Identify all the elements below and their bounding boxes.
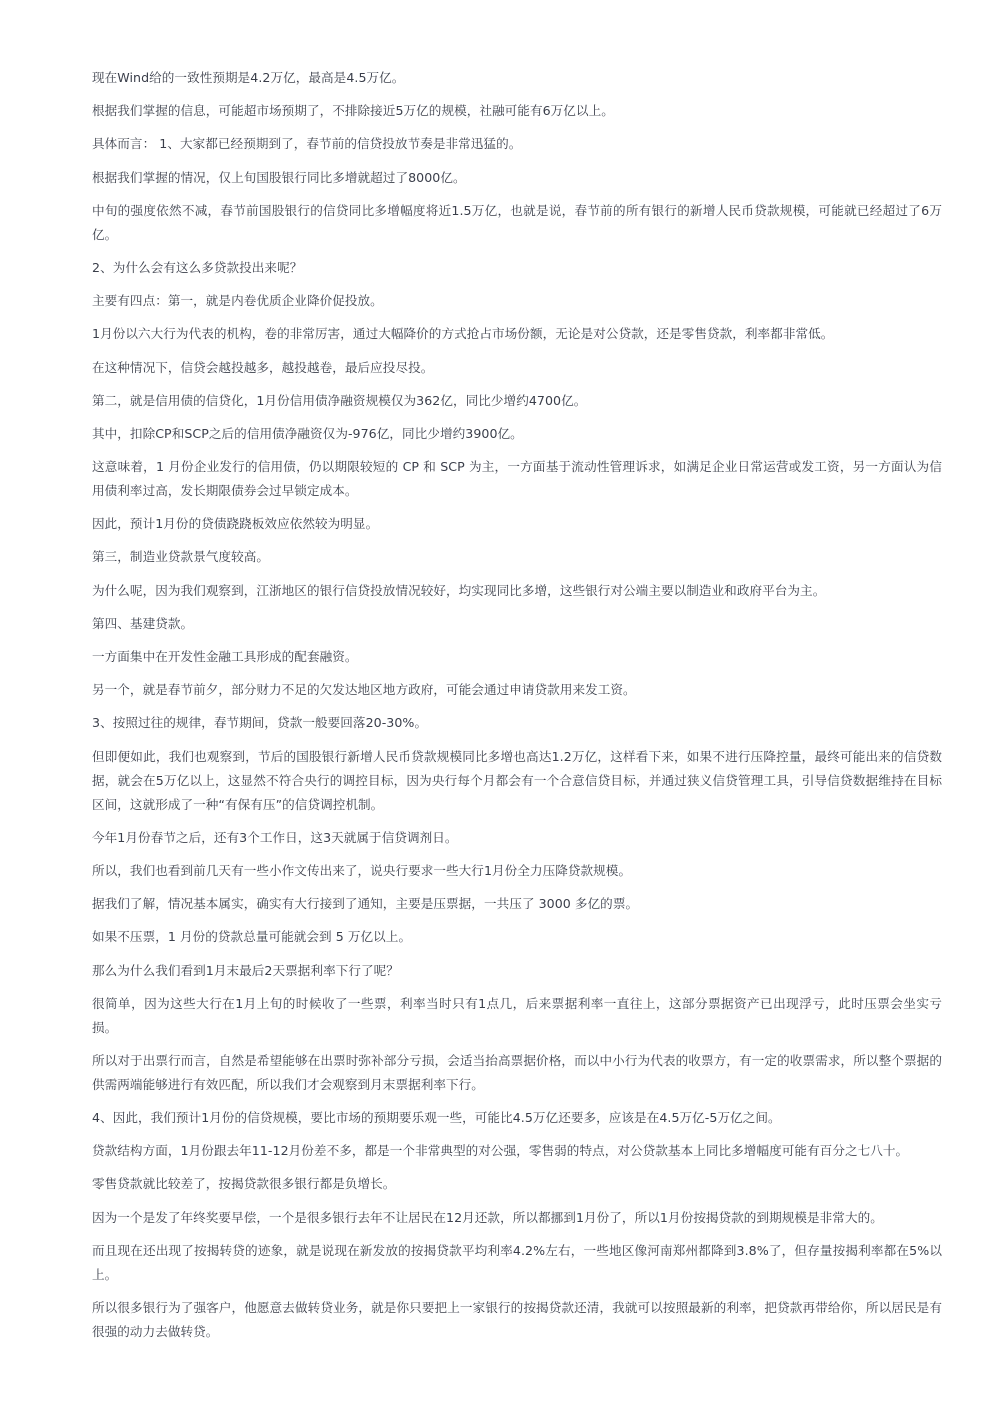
paragraph: 而且现在还出现了按揭转贷的迹象，就是说现在新发放的按揭贷款平均利率4.2%左右，一些地区像河南郑州都降到3.8%了，但存量按揭利率都在5%以上。 [92,1242,942,1282]
paragraph: 在这种情况下，信贷会越投越多，越投越卷，最后应投尽投。 [92,359,434,375]
section-heading: 2、为什么会有这么多贷款投出来呢？ [92,259,303,275]
paragraph: 据我们了解，情况基本属实，确实有大行接到了通知，主要是压票据，一共压了 3000 多亿的票。 [92,896,639,912]
paragraph: 一方面集中在开发性金融工具形成的配套融资。 [92,649,358,664]
paragraph: 但即便如此，我们也观察到，节后的国股银行新增人民币贷款规模同比多增也高达1.2万亿，这样看下来，如果不进行压降控量，最终可能出来的信贷数据，就会在5万亿以上，这显然不符合央行的调控目标，因为央行每个月都会有一个合意信贷目标，并通过狭义信贷管理工具，引导信贷数据维持在目标区间，这就形成了一种“有保有压”的信贷调控机制。 [92,748,942,812]
paragraph: 根据我们掌握的情况，仅上旬国股银行同比多增就超过了8000亿。 [92,169,466,185]
paragraph: 中旬的强度依然不减，春节前国股银行的信贷同比多增幅度将近1.5万亿，也就是说，春节前的所有银行的新增人民币贷款规模，可能就已经超过了6万亿。 [92,202,942,242]
paragraph: 第三，制造业贷款景气度较高。 [92,549,270,565]
section-heading: 3、按照过往的规律，春节期间，贷款一般要回落20-30%。 [92,715,428,731]
paragraph: 零售贷款就比较差了，按揭贷款很多银行都是负增长。 [92,1176,396,1192]
paragraph: 其中，扣除CP和SCP之后的信用债净融资仅为-976亿，同比少增约3900亿。 [92,425,523,441]
paragraph: 主要有四点：第一，就是内卷优质企业降价促投放。 [92,293,383,309]
paragraph: 现在Wind给的一致性预期是4.2万亿，最高是4.5万亿。 [92,70,405,85]
paragraph: 第二，就是信用债的信贷化，1月份信用债净融资规模仅为362亿，同比少增约4700亿。 [92,392,587,408]
paragraph: 所以很多银行为了强客户，他愿意去做转贷业务，就是你只要把上一家银行的按揭贷款还清，我就可以按照最新的利率，把贷款再带给你，所以居民是有很强的动力去做转贷。 [92,1300,942,1339]
paragraph: 贷款结构方面，1月份跟去年11-12月份差不多，都是一个非常典型的对公强，零售弱的特点，对公贷款基本上同比多增幅度可能有百分之七八十。 [92,1143,909,1159]
paragraph: 很简单，因为这些大行在1月上旬的时候收了一些票，利率当时只有1点几，后来票据利率一直往上，这部分票据资产已出现浮亏，此时压票会坐实亏损。 [92,995,942,1035]
paragraph: 这意味着，1 月份企业发行的信用债，仍以期限较短的 CP 和 SCP 为主，一方面基于流动性管理诉求，如满足企业日常运营或发工资，另一方面认为信用债利率过高，发长期限债券会过早锁定成本。 [92,459,942,499]
paragraph: 那么为什么我们看到1月末最后2天票据利率下行了呢？ [92,962,399,978]
paragraph: 根据我们掌握的信息，可能超市场预期了，不排除接近5万亿的规模，社融可能有6万亿以上。 [92,103,614,119]
paragraph: 第四、基建贷款。 [92,615,194,631]
document-body [92,66,942,1353]
paragraph: 具体而言： 1、大家都已经预期到了，春节前的信贷投放节奏是非常迅猛的。 [92,136,522,152]
section-heading: 4、因此，我们预计1月份的信贷规模，要比市场的预期要乐观一些，可能比4.5万亿还要多，应该是在4.5万亿-5万亿之间。 [92,1110,781,1126]
paragraph: 所以对于出票行而言，自然是希望能够在出票时弥补部分亏损，会适当抬高票据价格，而以中小行为代表的收票方，有一定的收票需求，所以整个票据的供需两端能够进行有效匹配，所以我们才会观察到月末票据利率下行。 [92,1052,942,1092]
paragraph: 因为一个是发了年终奖要早偿，一个是很多银行去年不让居民在12月还款，所以都挪到1月份了，所以1月份按揭贷款的到期规模是非常大的。 [92,1209,883,1225]
paragraph: 因此，预计1月份的贷债跷跷板效应依然较为明显。 [92,516,379,532]
paragraph: 1月份以六大行为代表的机构，卷的非常厉害，通过大幅降价的方式抢占市场份额，无论是对公贷款，还是零售贷款，利率都非常低。 [92,326,834,342]
paragraph: 今年1月份春节之后，还有3个工作日，这3天就属于信贷调剂日。 [92,829,458,845]
paragraph: 如果不压票，1 月份的贷款总量可能就会到 5 万亿以上。 [92,929,412,945]
paragraph: 为什么呢，因为我们观察到，江浙地区的银行信贷投放情况较好，均实现同比多增，这些银行对公端主要以制造业和政府平台为主。 [92,582,826,598]
paragraph: 另一个，就是春节前夕，部分财力不足的欠发达地区地方政府，可能会通过申请贷款用来发工资。 [92,682,636,698]
paragraph: 所以，我们也看到前几天有一些小作文传出来了，说央行要求一些大行1月份全力压降贷款规模。 [92,862,632,878]
